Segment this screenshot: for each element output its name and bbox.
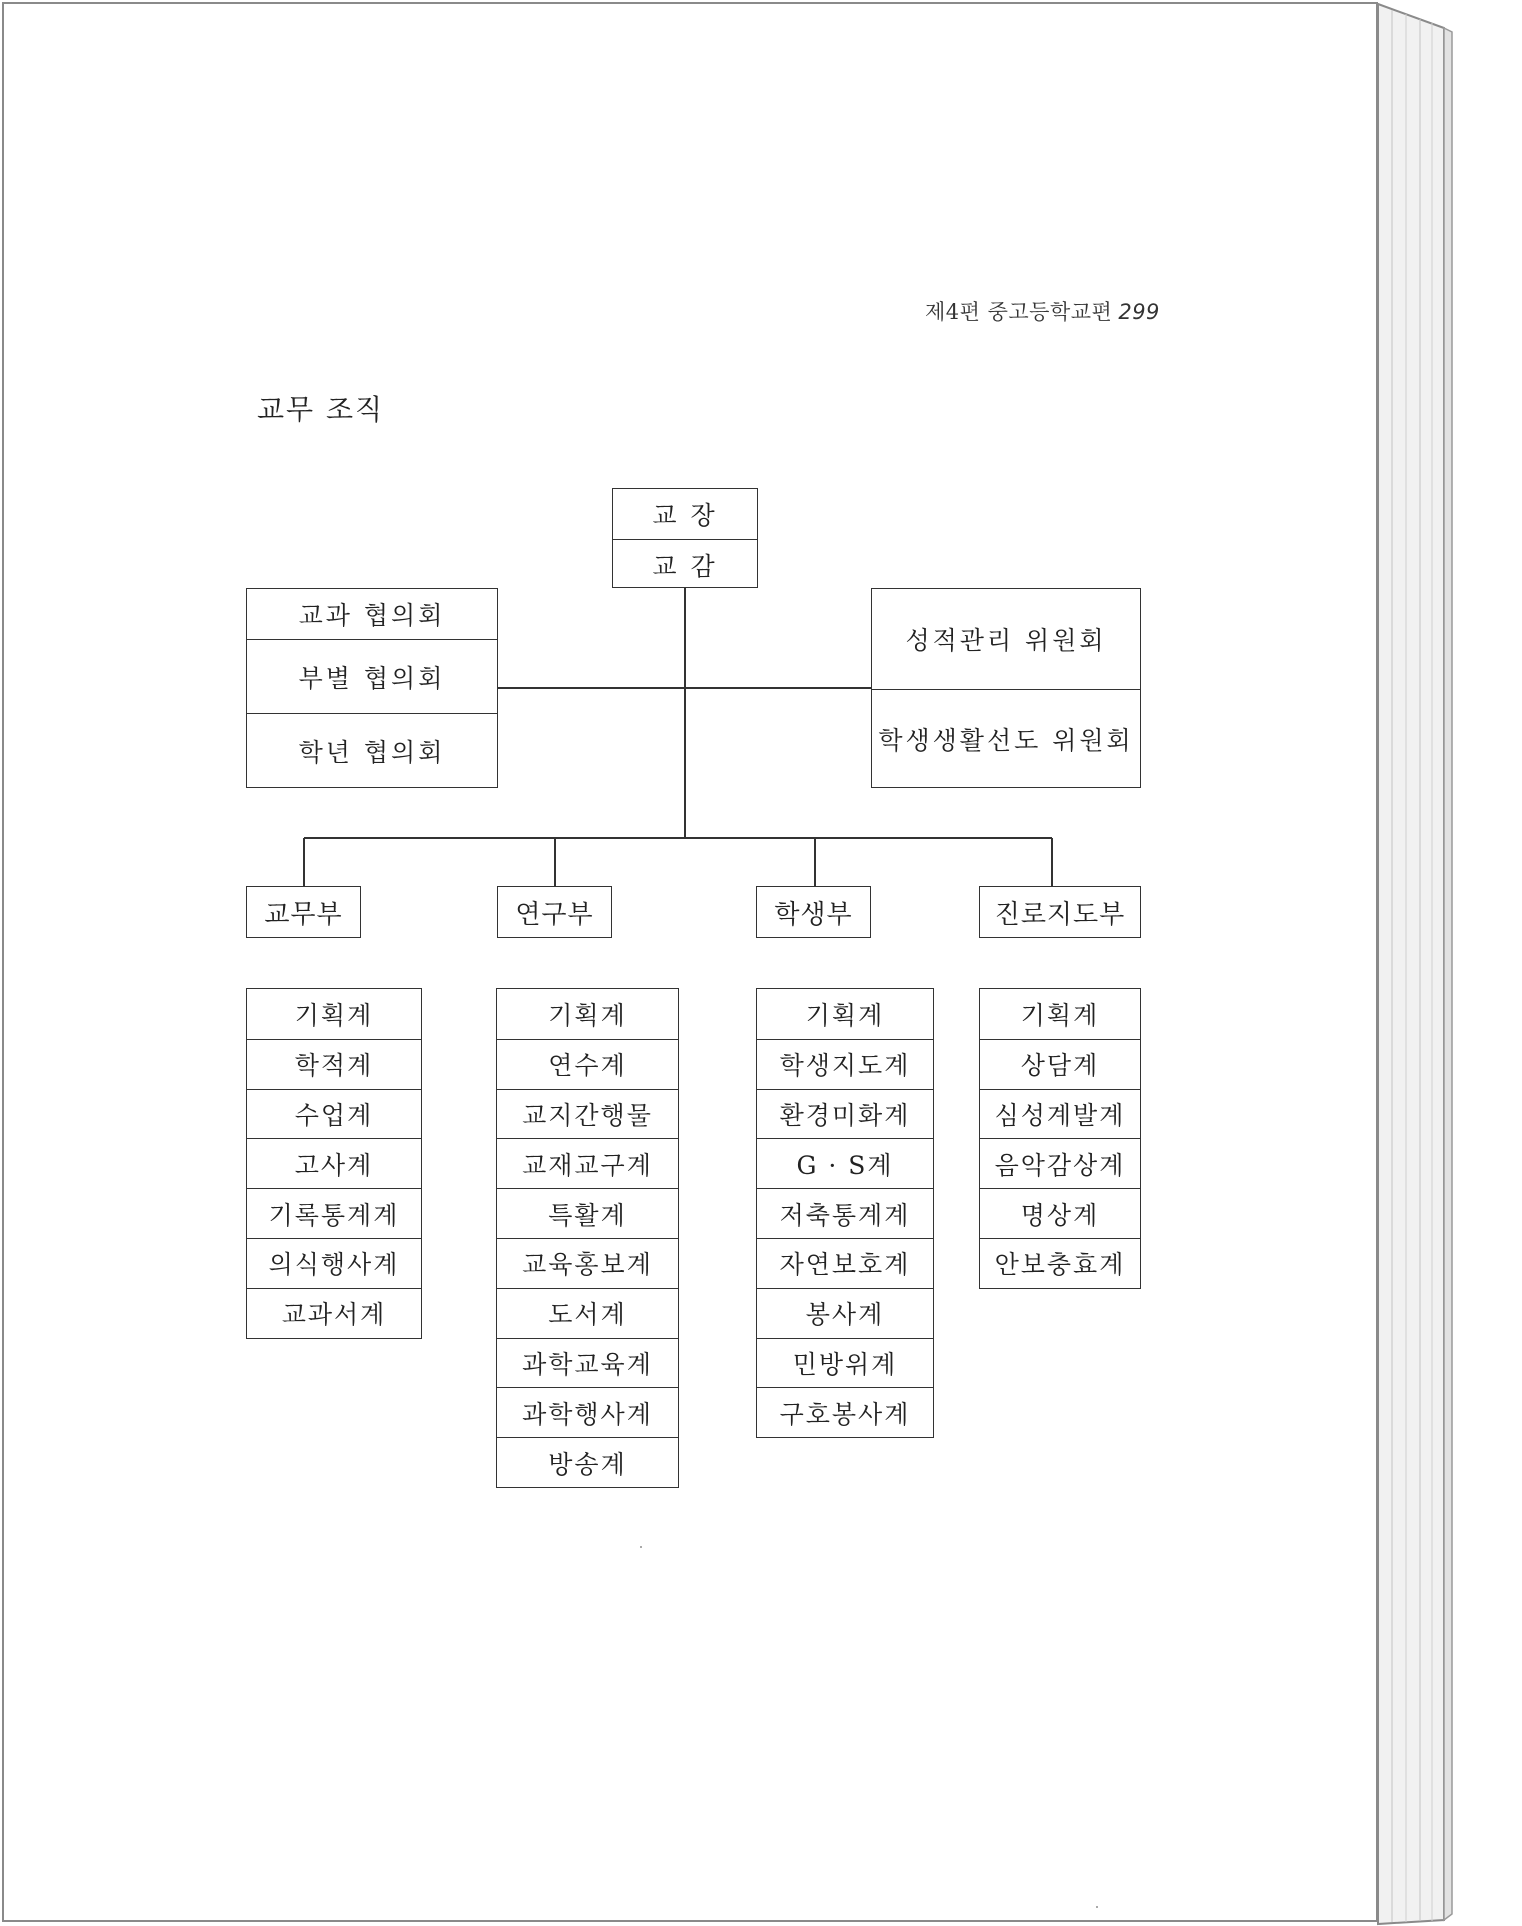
units-career-guidance: [979, 988, 1141, 1289]
page-title: 교무 조직: [257, 393, 385, 426]
dept-research: 연구부: [497, 886, 612, 938]
councils-box: [246, 588, 498, 788]
list-item: 특활계: [497, 1188, 678, 1238]
list-item: 기획계: [548, 1000, 627, 1030]
list-item: 환경미화계: [757, 1089, 933, 1139]
list-item: 방송계: [497, 1437, 678, 1487]
list-item: 민방위계: [757, 1338, 933, 1388]
scan-speck: [1096, 1906, 1098, 1908]
committees-box: [871, 588, 1141, 788]
list-item: 교재교구계: [497, 1138, 678, 1188]
vice-principal-label: 교 감: [613, 539, 757, 589]
list-item: 과학행사계: [497, 1387, 678, 1437]
list-item: 교지간행물: [497, 1089, 678, 1139]
principal-box: [612, 488, 758, 588]
committee-grades: 성적관리 위원회: [905, 626, 1107, 655]
list-item: 과학교육계: [497, 1338, 678, 1388]
list-item: 기획계: [1020, 1000, 1100, 1030]
units-academic-affairs: [246, 988, 422, 1339]
council-subject: 교과 협의회: [298, 601, 446, 630]
header-section: 제4편 중고등학교편: [925, 300, 1113, 324]
dept-academic-affairs: 교무부: [246, 886, 361, 938]
list-item: 구호봉사계: [757, 1387, 933, 1437]
list-item: 연수계: [497, 1039, 678, 1089]
council-grade: 학년 협의회: [247, 713, 497, 787]
dept-career-guidance: 진로지도부: [979, 886, 1141, 938]
list-item: 의식행사계: [247, 1238, 421, 1288]
committee-student-life: 학생생활선도 위원회: [872, 689, 1140, 787]
list-item: 교과서계: [247, 1288, 421, 1338]
list-item: 심성계발계: [980, 1089, 1140, 1139]
list-item: 기록통계계: [247, 1188, 421, 1238]
list-item: 기획계: [294, 1000, 374, 1030]
list-item: 기획계: [805, 1000, 885, 1030]
list-item: 명상계: [980, 1188, 1140, 1238]
units-student: [756, 988, 934, 1438]
list-item: 저축통계계: [757, 1188, 933, 1238]
dept-student: 학생부: [756, 886, 871, 938]
units-research: [496, 988, 679, 1488]
list-item: G · S계: [757, 1138, 933, 1188]
list-item: 학생지도계: [757, 1039, 933, 1089]
list-item: 봉사계: [757, 1288, 933, 1338]
council-department: 부별 협의회: [247, 639, 497, 713]
list-item: 학적계: [247, 1039, 421, 1089]
scan-speck: [640, 1546, 642, 1548]
list-item: 교육홍보계: [497, 1238, 678, 1288]
list-item: 수업계: [247, 1089, 421, 1139]
list-item: 자연보호계: [757, 1238, 933, 1288]
list-item: 도서계: [497, 1288, 678, 1338]
principal-label: 교 장: [652, 501, 718, 530]
page-number: 299: [1118, 300, 1160, 324]
list-item: 고사계: [247, 1138, 421, 1188]
list-item: 안보충효계: [980, 1238, 1140, 1288]
list-item: 음악감상계: [980, 1138, 1140, 1188]
list-item: 상담계: [980, 1039, 1140, 1089]
